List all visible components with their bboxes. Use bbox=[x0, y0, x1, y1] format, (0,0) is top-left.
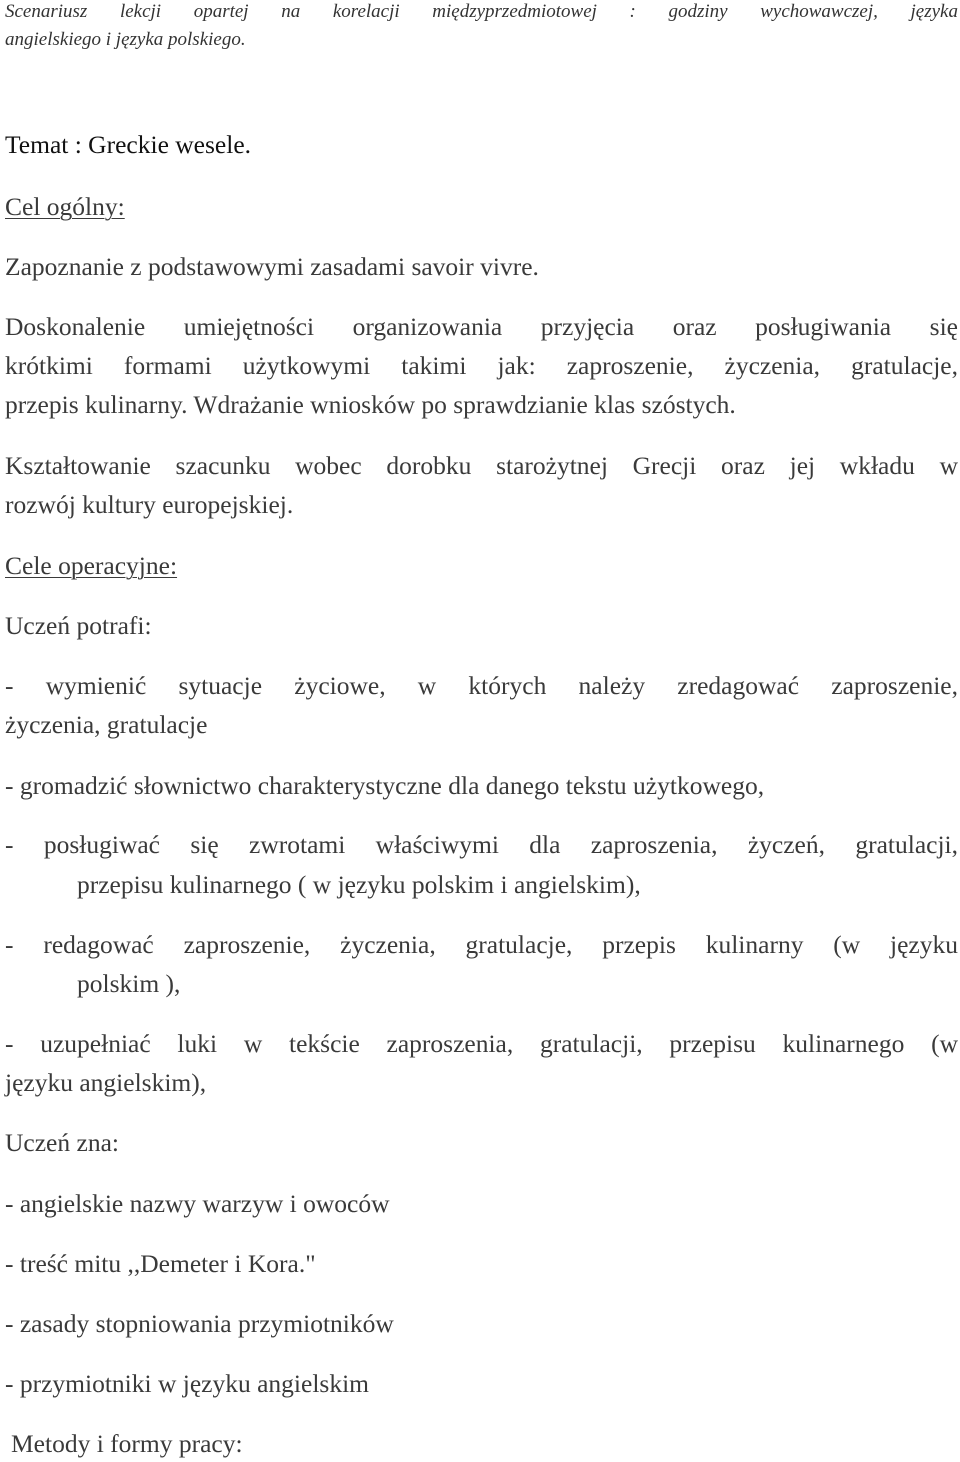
general-goal-item-1: Zapoznanie z podstawowymi zasadami savoir vivre. bbox=[5, 252, 539, 281]
student-can-heading: Uczeń potrafi: bbox=[5, 611, 152, 640]
student-knows-heading: Uczeń zna: bbox=[5, 1128, 119, 1157]
knows-item-3: - zasady stopniowania przymiotników bbox=[5, 1309, 394, 1338]
general-goal-item-3-end: rozwój kultury europejskiej. bbox=[5, 490, 294, 519]
general-goal-item-2-cont: krótkimi formami użytkowymi takimi jak: zaproszenie, życzenia, gratulacje, bbox=[5, 351, 958, 380]
can-item-3: - posługiwać się zwrotami właściwymi dla zaproszenia, życzeń, gratulacji, bbox=[5, 830, 958, 859]
can-item-1-cont: życzenia, gratulacje bbox=[5, 710, 208, 739]
can-item-2: - gromadzić słownictwo charakterystyczne dla danego tekstu użytkowego, bbox=[5, 771, 765, 800]
general-goal-item-2: Doskonalenie umiejętności organizowania przyjęcia oraz posługiwania się bbox=[5, 312, 958, 341]
can-item-4-cont: polskim ), bbox=[77, 969, 181, 998]
header-line-2: angielskiego i języka polskiego. bbox=[5, 29, 246, 50]
header-line-1: Scenariusz lekcji opartej na korelacji międzyprzedmiotowej : godziny wychowawczej, języka bbox=[5, 1, 958, 22]
can-item-3-cont: przepisu kulinarnego ( w języku polskim i angielskim), bbox=[77, 870, 641, 899]
can-item-1: - wymienić sytuacje życiowe, w których należy zredagować zaproszenie, bbox=[5, 671, 958, 700]
general-goal-heading: Cel ogólny: bbox=[5, 192, 125, 221]
can-item-4: - redagować zaproszenie, życzenia, gratulacje, przepis kulinarny (w języku bbox=[5, 930, 958, 959]
topic-line: Temat : Greckie wesele. bbox=[5, 130, 252, 159]
knows-item-2: - treść mitu ,,Demeter i Kora." bbox=[5, 1249, 316, 1278]
knows-item-1: - angielskie nazwy warzyw i owoców bbox=[5, 1189, 390, 1218]
methods-heading: Metody i formy pracy: bbox=[11, 1429, 243, 1458]
general-goal-item-2-end: przepis kulinarny. Wdrażanie wniosków po sprawdzianie klas szóstych. bbox=[5, 390, 736, 419]
can-item-5: - uzupełniać luki w tekście zaproszenia, gratulacji, przepisu kulinarnego (w bbox=[5, 1029, 958, 1058]
can-item-5-cont: języku angielskim), bbox=[5, 1068, 207, 1097]
operational-goals-heading: Cele operacyjne: bbox=[5, 551, 178, 580]
knows-item-4: - przymiotniki w języku angielskim bbox=[5, 1369, 370, 1398]
general-goal-item-3: Kształtowanie szacunku wobec dorobku starożytnej Grecji oraz jej wkładu w bbox=[5, 451, 958, 480]
